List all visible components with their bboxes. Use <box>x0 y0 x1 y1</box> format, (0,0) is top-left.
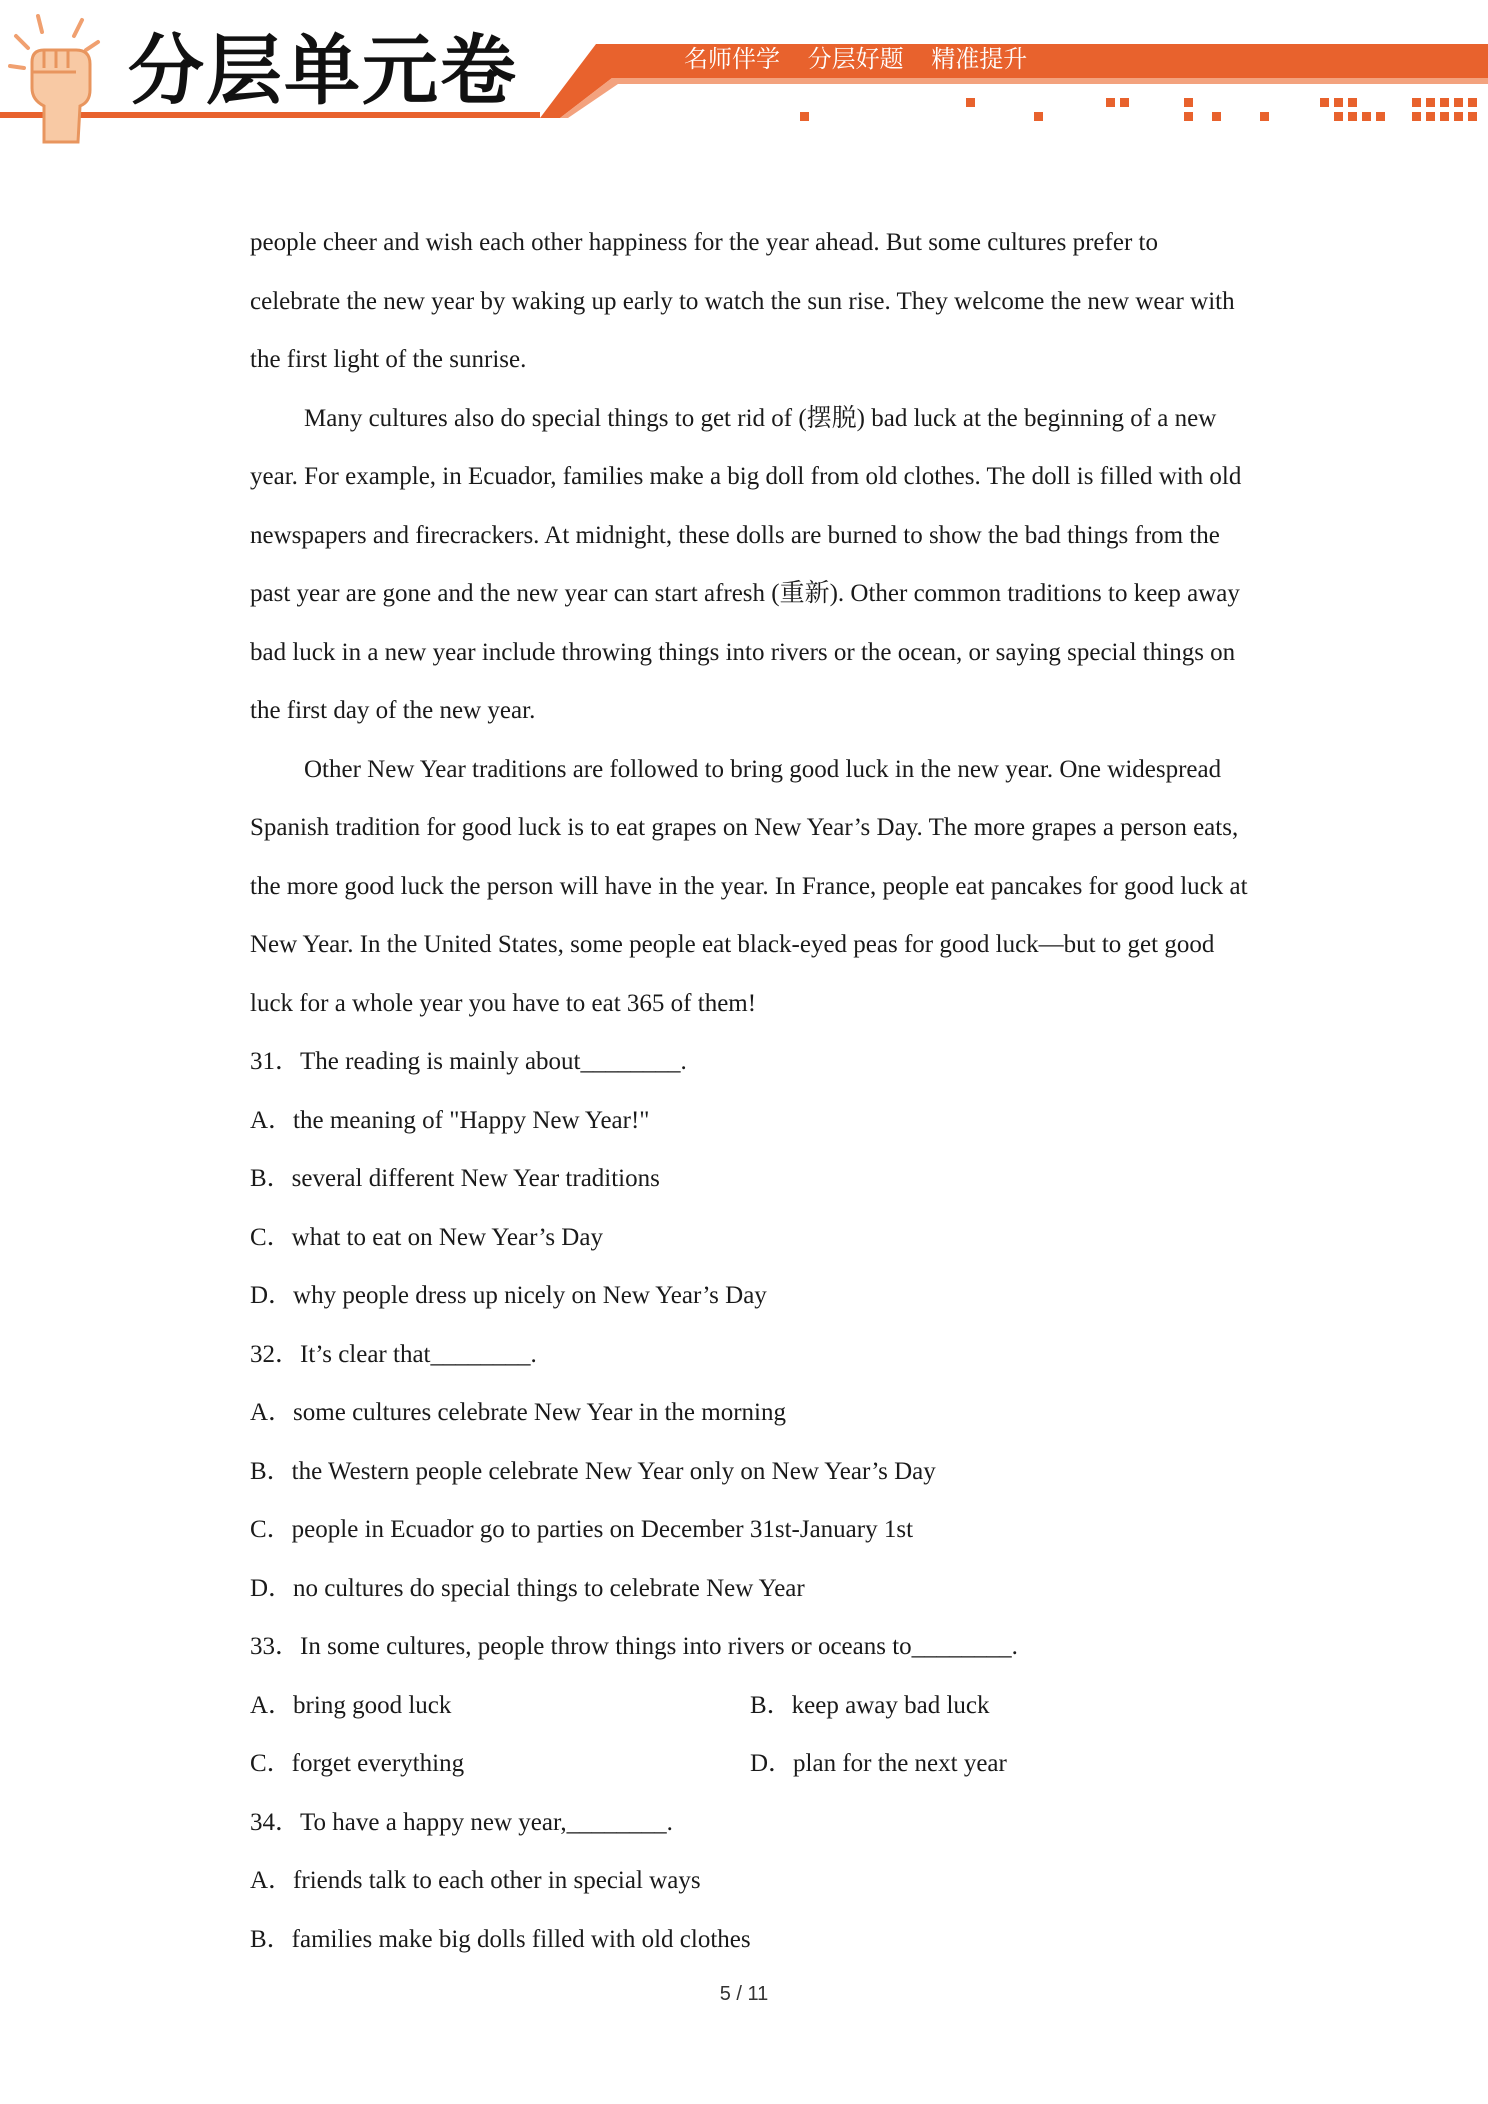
question-34 <box>250 1794 1250 1970</box>
option-d: D．why people dress up nicely on New Year’s Day <box>250 1282 767 1309</box>
question-32 <box>250 1326 1250 1619</box>
option-c: C．forget everything <box>250 1750 465 1777</box>
passage-paragraph: Other New Year traditions are followed to bring good luck in the new year. One widespread Spanish tradition for good luck is to eat grapes on New Year’s Day. The more grapes a person eats, the more good luck the person will have in the year. In France, people eat pancakes for good luck at New Year. In the United States, some people eat black-eyed peas for good luck—but to get good luck for a whole year you have to eat 365 of them! <box>250 755 1248 1017</box>
option-row <box>250 1735 1250 1794</box>
option-row <box>250 1677 1250 1736</box>
option-a: A．some cultures celebrate New Year in the morning <box>250 1399 786 1426</box>
page-number: 5 / 11 <box>719 1983 769 2005</box>
page-header <box>0 0 1488 150</box>
option-a: A．bring good luck <box>250 1691 452 1719</box>
option-a: A．friends talk to each other in special ways <box>250 1867 701 1894</box>
option-b: B．several different New Year traditions <box>250 1165 660 1192</box>
option-b: B．families make big dolls filled with old clothes <box>250 1925 751 1953</box>
option-c: C．what to eat on New Year’s Day <box>250 1223 603 1251</box>
option-d: D．no cultures do special things to celebrate New Year <box>250 1574 805 1602</box>
question-stem: 31．The reading is mainly about________. <box>250 1048 687 1075</box>
page-content <box>250 214 1250 1969</box>
header-slogan: 名师伴学 分层好题 精准提升 <box>684 45 1028 73</box>
option-a: A．the meaning of "Happy New Year!" <box>250 1106 650 1134</box>
option-b: B．the Western people celebrate New Year only on New Year’s Day <box>250 1457 936 1485</box>
question-33 <box>250 1618 1250 1794</box>
question-stem: 33．In some cultures, people throw things into rivers or oceans to________. <box>250 1633 1018 1660</box>
option-d: D．plan for the next year <box>750 1750 1007 1777</box>
passage-paragraph: people cheer and wish each other happiness for the year ahead. But some cultures prefer to celebrate the new year by waking up early to watch the sun rise. They welcome the new wear with the first light of the sunrise. <box>250 229 1235 373</box>
fist-icon <box>2 6 112 146</box>
question-stem: 34．To have a happy new year,________. <box>250 1808 673 1836</box>
brand-title: 分层单元卷 <box>128 26 518 115</box>
passage-paragraph: Many cultures also do special things to get rid of (摆脱) bad luck at the beginning of a new year. For example, in Ecuador, families make a big doll from old clothes. The doll is filled with old newspapers and firecrackers. At midnight, these dolls are burned to show the bad things from the past year are gone and the new year can start afresh (重新). Other common traditions to keep away bad luck in a new year include throwing things into rivers or the ocean, or saying special things on the first day of the new year. <box>250 404 1242 724</box>
question-31 <box>250 1033 1250 1326</box>
option-c: C．people in Ecuador go to parties on December 31st-January 1st <box>250 1516 914 1543</box>
question-stem: 32．It’s clear that________. <box>250 1340 537 1368</box>
option-b: B．keep away bad luck <box>750 1691 990 1719</box>
